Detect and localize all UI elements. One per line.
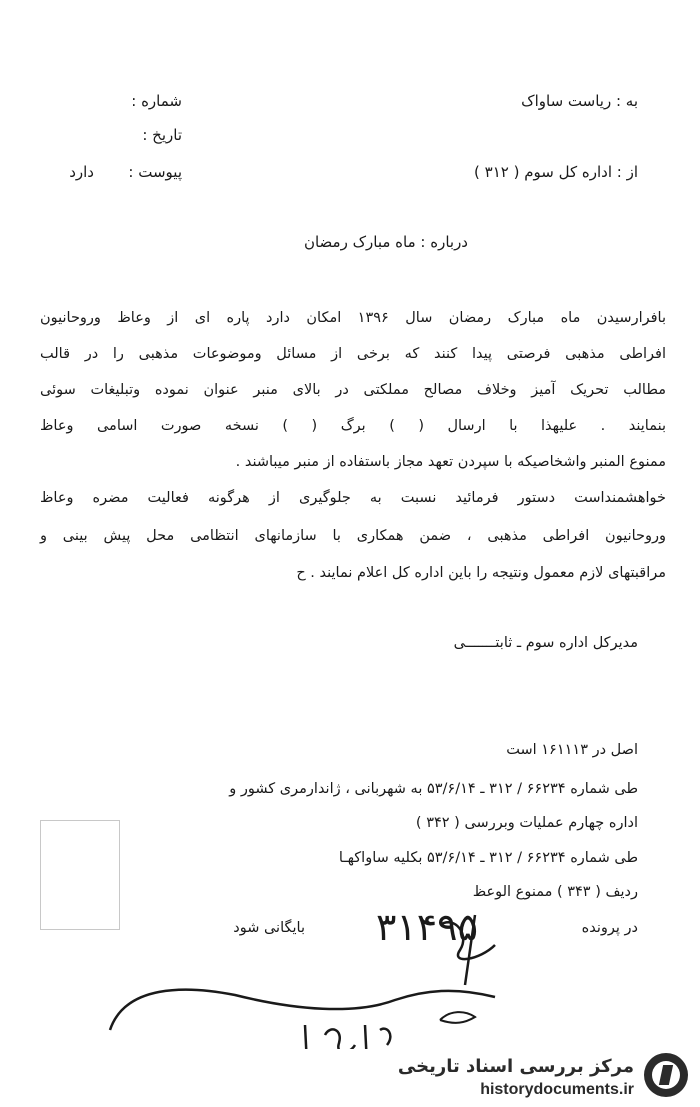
recipient-line: به : ریاست ساواک (521, 92, 638, 110)
note-line: طی شماره ۶۶۲۳۴ / ۳۱۲ ـ ۵۳/۶/۱۴ بکلیه ساواکهـا (338, 850, 638, 866)
body-line: مطالب تحریک آمیز وخلاف مصالح مملکتی در بالای منبر عنوان نموده وتبلیغات سوئی (40, 382, 666, 398)
attachment-value: دارد (69, 163, 94, 181)
body-line: بافرارسیدن ماه مبارک رمضان سال ۱۳۹۶ امکان دارد پاره ای از وعاظ وروحانیون (40, 310, 666, 326)
body-line: وروحانیون افراطی مذهبی ، ضمن همکاری با سازمانهای انتظامی محل پیش بینی و (40, 528, 666, 544)
body-line: بنمایند . علیهذا با ارسال ( ) برگ ( ) نسخه صورت اسامی وعاظ (40, 418, 666, 434)
body-line: افراطی مذهبی فرصتی پیدا کنند که برخی از مسائل وموضوعات مذهبی را در قالب (40, 346, 666, 362)
note-line: اداره چهارم عملیات وبررسی ( ۳۴۲ ) (415, 815, 638, 831)
note-line: ردیف ( ۳۴۳ ) ممنوع الوعظ (472, 884, 638, 900)
archive-logo-icon (644, 1053, 688, 1097)
attachment-label: پیوست : (128, 163, 182, 181)
note-line: طی شماره ۶۶۲۳۴ / ۳۱۲ ـ ۵۳/۶/۱۴ به شهربانی ، ژاندارمری کشور و (229, 781, 638, 797)
sender-line: از : اداره کل سوم ( ۳۱۲ ) (474, 163, 638, 181)
faint-stamp-box (40, 820, 120, 930)
date-label: تاریخ : (142, 126, 182, 144)
note-line: در پرونده (581, 920, 638, 936)
signature-line: مدیرکل اداره سوم ـ ثابتـــــــی (453, 635, 638, 651)
subject-line: درباره : ماه مبارک رمضان (303, 233, 468, 251)
archive-url: historydocuments.ir (480, 1081, 634, 1098)
archive-footer (0, 1049, 700, 1107)
body-line: ممنوع المنبر واشخاصیکه با سپردن تعهد مجاز باستفاده از منبر میباشند . (235, 454, 666, 470)
body-line: مراقبتهای لازم معمول ونتیجه را باین اداره کل اعلام نمایند . ح (296, 565, 666, 581)
number-label: شماره : (131, 92, 182, 110)
handwritten-file-number: ۳۱۴۹۵ (375, 905, 478, 949)
body-line: خواهشمنداست دستور فرمائید نسبت به جلوگیری از هرگونه فعالیت مضره وعاظ (40, 490, 666, 506)
note-line: اصل در ۱۶۱۱۱۳ است (506, 742, 638, 758)
note-line: بایگانی شود (233, 920, 305, 936)
archive-title: مرکز بررسی اسناد تاریخی (397, 1056, 634, 1077)
